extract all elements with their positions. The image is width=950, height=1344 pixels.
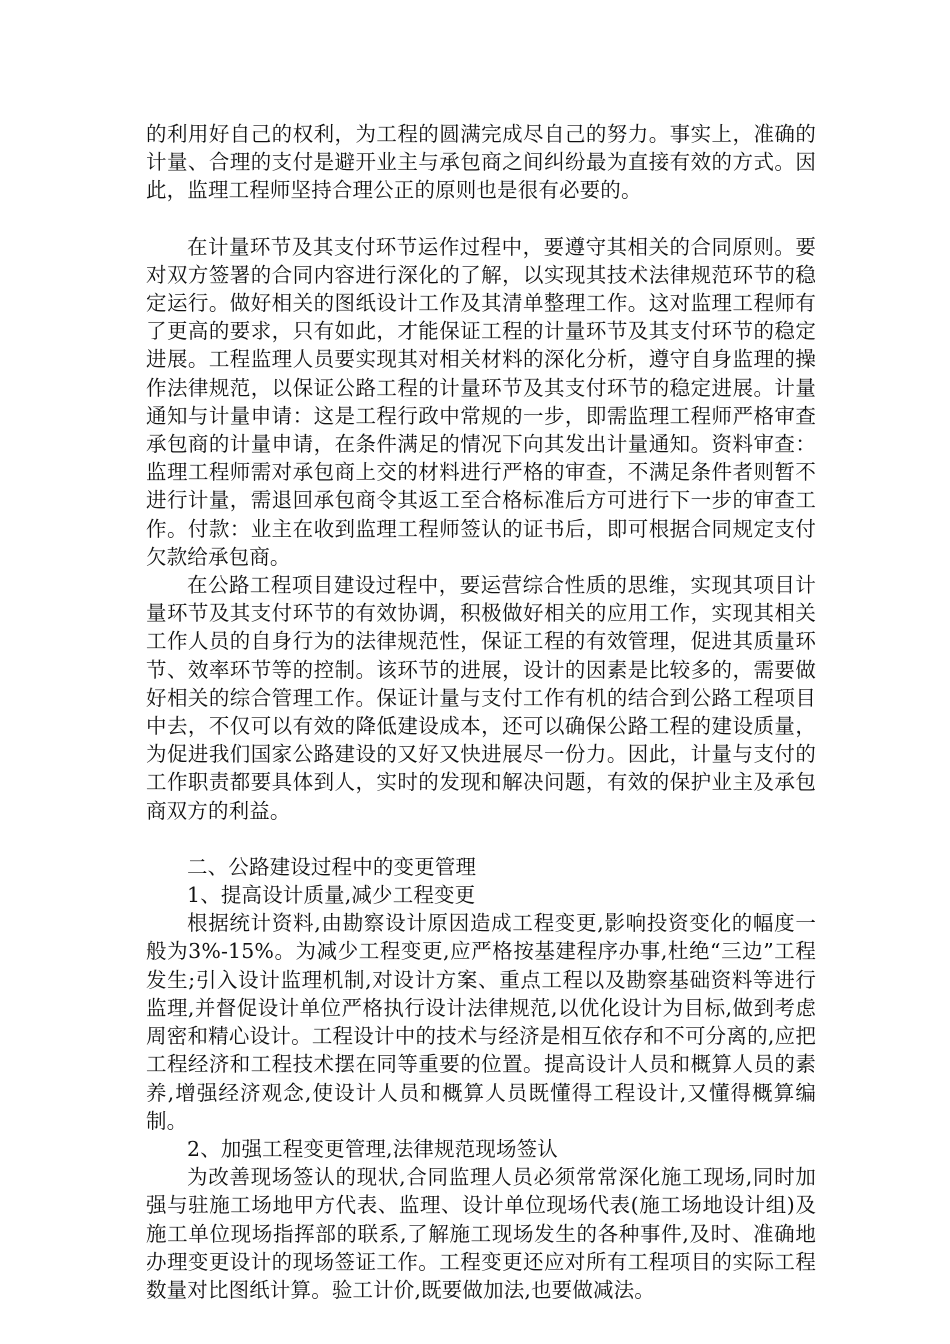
paragraph-design-quality: 根据统计资料,由勘察设计原因造成工程变更,影响投资变化的幅度一般为3%-15%。为减少工程变更,应严格按基建程序办事,杜绝“三边”工程发生;引入设计监理机制,对设计方案、重点工程以及勘察基础资料等进行监理,并督促设计单位严格执行设计法律规范,以优化设计为目标,做到考虑周密和精心设计。工程设计中的技术与经济是相互依存和不可分离的,应把工程经济和工程技术摆在同等重要的位置。提高设计人员和概算人员的素养,增强经济观念,使设计人员和概算人员既懂得工程设计,又懂得概算编制。 [146, 911, 816, 1133]
document-body [146, 120, 816, 1304]
paragraph-site-confirmation: 为改善现场签认的现状,合同监理人员必须常常深化施工现场,同时加强与驻施工场地甲方代表、监理、设计单位现场代表(施工场地设计组)及施工单位现场指挥部的联系,了解施工现场发生的各种事件,及时、准确地办理变更设计的现场签证工作。工程变更还应对所有工程项目的实际工程数量对比图纸计算。验工计价,既要做加法,也要做减法。 [146, 1165, 816, 1302]
paragraph-project-coordination: 在公路工程项目建设过程中，要运营综合性质的思维，实现其项目计量环节及其支付环节的有效协调，积极做好相关的应用工作，实现其相关工作人员的自身行为的法律规范性，保证工程的有效管理，促进其质量环节、效率环节等的控制。该环节的进展，设计的因素是比较多的，需要做好相关的综合管理工作。保证计量与支付工作有机的结合到公路工程项目中去，不仅可以有效的降低建设成本，还可以确保公路工程的建设质量，为促进我们国家公路建设的又好又快进展尽一份力。因此，计量与支付的工作职责都要具体到人，实时的发现和解决问题，有效的保护业主及承包商双方的利益。 [146, 573, 816, 823]
paragraph-rights-conclusion: 的利用好自己的权利，为工程的圆满完成尽自己的努力。事实上，准确的计量、合理的支付是避开业主与承包商之间纠纷最为直接有效的方式。因此，监理工程师坚持合理公正的原则也是很有必要的。 [146, 122, 816, 203]
section-heading-change-management: 二、公路建设过程中的变更管理 [187, 854, 477, 879]
paragraph-measurement-payment-principles: 在计量环节及其支付环节运作过程中，要遵守其相关的合同原则。要对双方签署的合同内容进行深化的了解，以实现其技术法律规范环节的稳定运行。做好相关的图纸设计工作及其清单整理工作。这对监理工程师有了更高的要求，只有如此，才能保证工程的计量环节及其支付环节的稳定进展。工程监理人员要实现其对相关材料的深化分析，遵守自身监理的操作法律规范，以保证公路工程的计量环节及其支付环节的稳定进展。计量通知与计量申请：这是工程行政中常规的一步，即需监理工程师严格审查承包商的计量申请，在条件满足的情况下向其发出计量通知。资料审查：监理工程师需对承包商上交的材料进行严格的审查，不满足条件者则暂不进行计量，需退回承包商令其返工至合格标准后方可进行下一步的审查工作。付款：业主在收到监理工程师签认的证书后，即可根据合同规定支付欠款给承包商。 [146, 234, 816, 569]
subheading-design-quality: 1、提高设计质量,减少工程变更 [187, 883, 476, 908]
subheading-change-control: 2、加强工程变更管理,法律规范现场签认 [187, 1136, 558, 1161]
